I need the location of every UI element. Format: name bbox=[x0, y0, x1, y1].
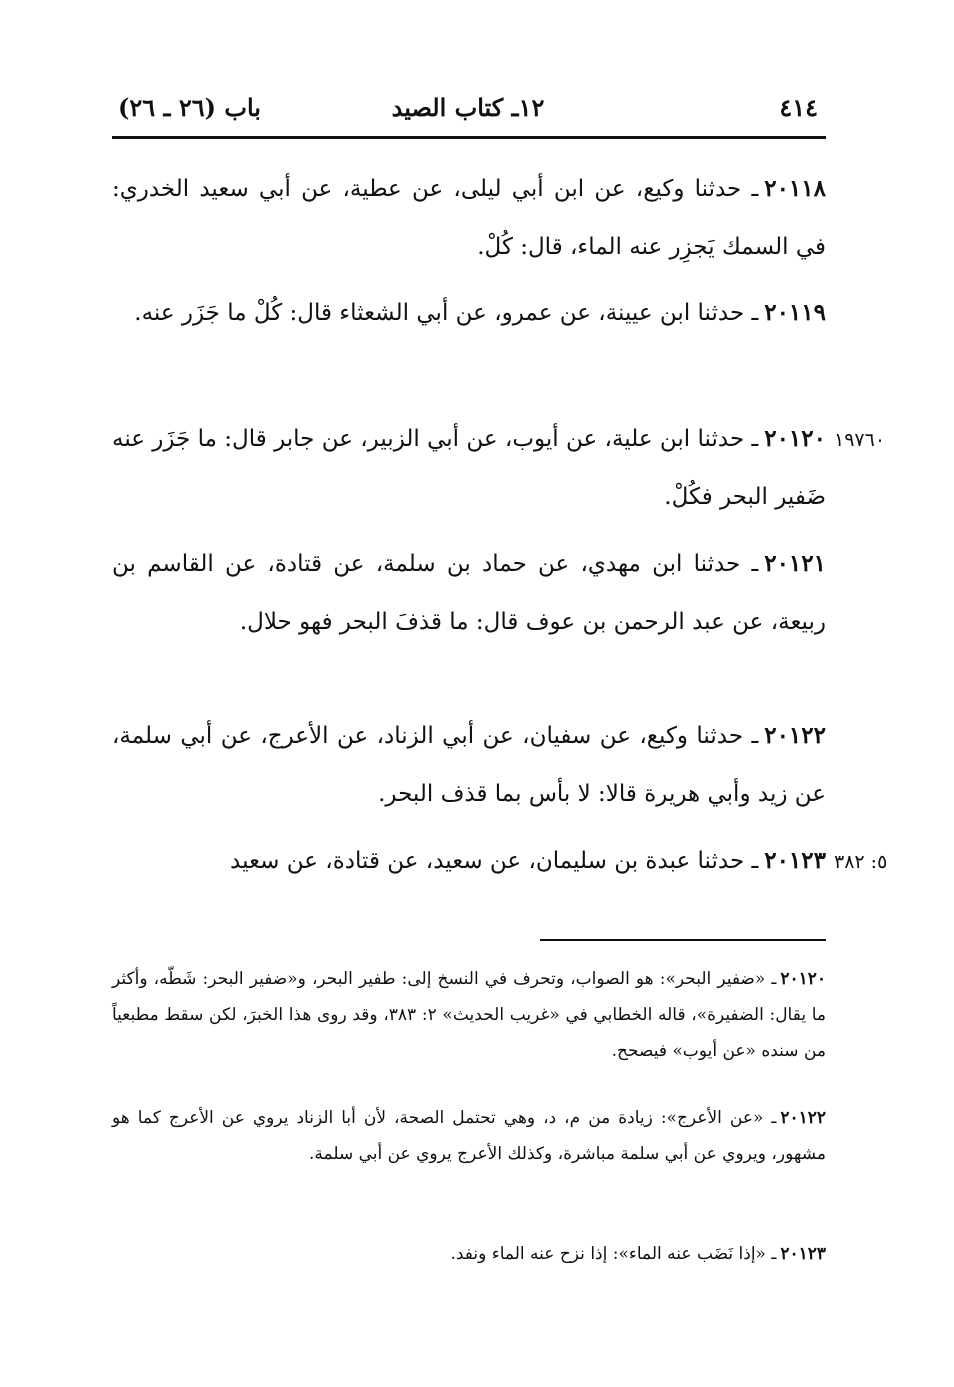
hadith-20118 bbox=[112, 160, 826, 276]
hadith-text: ـ حدثنا عبدة بن سليمان، عن سعيد، عن قتادة، عن سعيد bbox=[230, 848, 759, 874]
footnote-20122 bbox=[112, 1100, 826, 1172]
footnote-number: ٢٠١٢٣ bbox=[780, 1244, 826, 1264]
footnote-text: ـ «عن الأعرج»: زيادة من م، د، وهي تحتمل الصحة، لأن أبا الزناد يروي عن الأعرج كما هو مشهور، ويروي عن أبي سلمة مباشرة، وكذلك الأعرج يروي عن أبي سلمة. bbox=[112, 1108, 826, 1164]
hadith-20123 bbox=[112, 832, 826, 890]
margin-reference-5-382: ٥: ٣٨٢ bbox=[834, 851, 888, 873]
footnote-number: ٢٠١٢٢ bbox=[780, 1108, 826, 1128]
running-header bbox=[112, 92, 824, 132]
footnote-text: ـ «إذا نَضَب عنه الماء»: إذا نزح عنه الماء ونفد. bbox=[450, 1244, 777, 1264]
header-rule bbox=[112, 136, 826, 139]
page-number: ٤١٤ bbox=[779, 93, 818, 122]
footnote-20120 bbox=[112, 961, 826, 1069]
hadith-20119 bbox=[112, 284, 826, 342]
hadith-text: ـ حدثنا ابن علية، عن أيوب، عن أبي الزبير، عن جابر قال: ما جَزَر عنه ضَفير البحر فكُلْ. bbox=[112, 426, 826, 510]
footnote-20123 bbox=[112, 1236, 826, 1272]
hadith-number: ٢٠١٢١ bbox=[764, 550, 826, 577]
hadith-text: ـ حدثنا ابن عيينة، عن عمرو، عن أبي الشعثاء قال: كُلْ ما جَزَر عنه. bbox=[134, 300, 759, 326]
footnote-text: ـ «ضفير البحر»: هو الصواب، وتحرف في النسخ إلى: طفير البحر، و«ضفير البحر: شَطّه، وأكثر ما يقال: الضفيرة»، قاله الخطابي في «غريب الحديث» ٢: ٣٨٣، وقد روى هذا الخبرَ، لكن سقط مطبعياً من سنده «عن أيوب» فيصحح. bbox=[112, 969, 827, 1061]
hadith-number: ٢٠١١٨ bbox=[764, 175, 826, 202]
hadith-20120 bbox=[112, 410, 826, 526]
hadith-number: ٢٠١٢٢ bbox=[764, 722, 826, 749]
hadith-20121 bbox=[112, 535, 826, 651]
hadith-text: ـ حدثنا وكيع، عن سفيان، عن أبي الزناد، عن الأعرج، عن أبي سلمة، عن زيد وأبي هريرة قالا: لا بأس بما قذف البحر. bbox=[112, 723, 826, 807]
hadith-number: ٢٠١١٩ bbox=[764, 299, 826, 326]
chapter-range: باب (٢٦ ـ ٢٦) bbox=[118, 93, 261, 122]
hadith-number: ٢٠١٢٠ bbox=[764, 425, 826, 452]
hadith-20122 bbox=[112, 707, 826, 823]
hadith-number: ٢٠١٢٣ bbox=[764, 847, 826, 874]
footnote-number: ٢٠١٢٠ bbox=[780, 969, 826, 989]
margin-reference-19760: ١٩٧٦٠ bbox=[834, 429, 886, 451]
book-title: ١٢ـ كتاب الصيد bbox=[391, 93, 545, 122]
hadith-text: ـ حدثنا ابن مهدي، عن حماد بن سلمة، عن قتادة، عن القاسم بن ربيعة، عن عبد الرحمن بن عوف قال: ما قذفَ البحر فهو حلال. bbox=[112, 551, 826, 635]
footnote-separator bbox=[540, 939, 826, 941]
hadith-text: ـ حدثنا وكيع، عن ابن أبي ليلى، عن عطية، عن أبي سعيد الخدري: في السمك يَجزِر عنه الماء، قال: كُلْ. bbox=[112, 176, 826, 260]
